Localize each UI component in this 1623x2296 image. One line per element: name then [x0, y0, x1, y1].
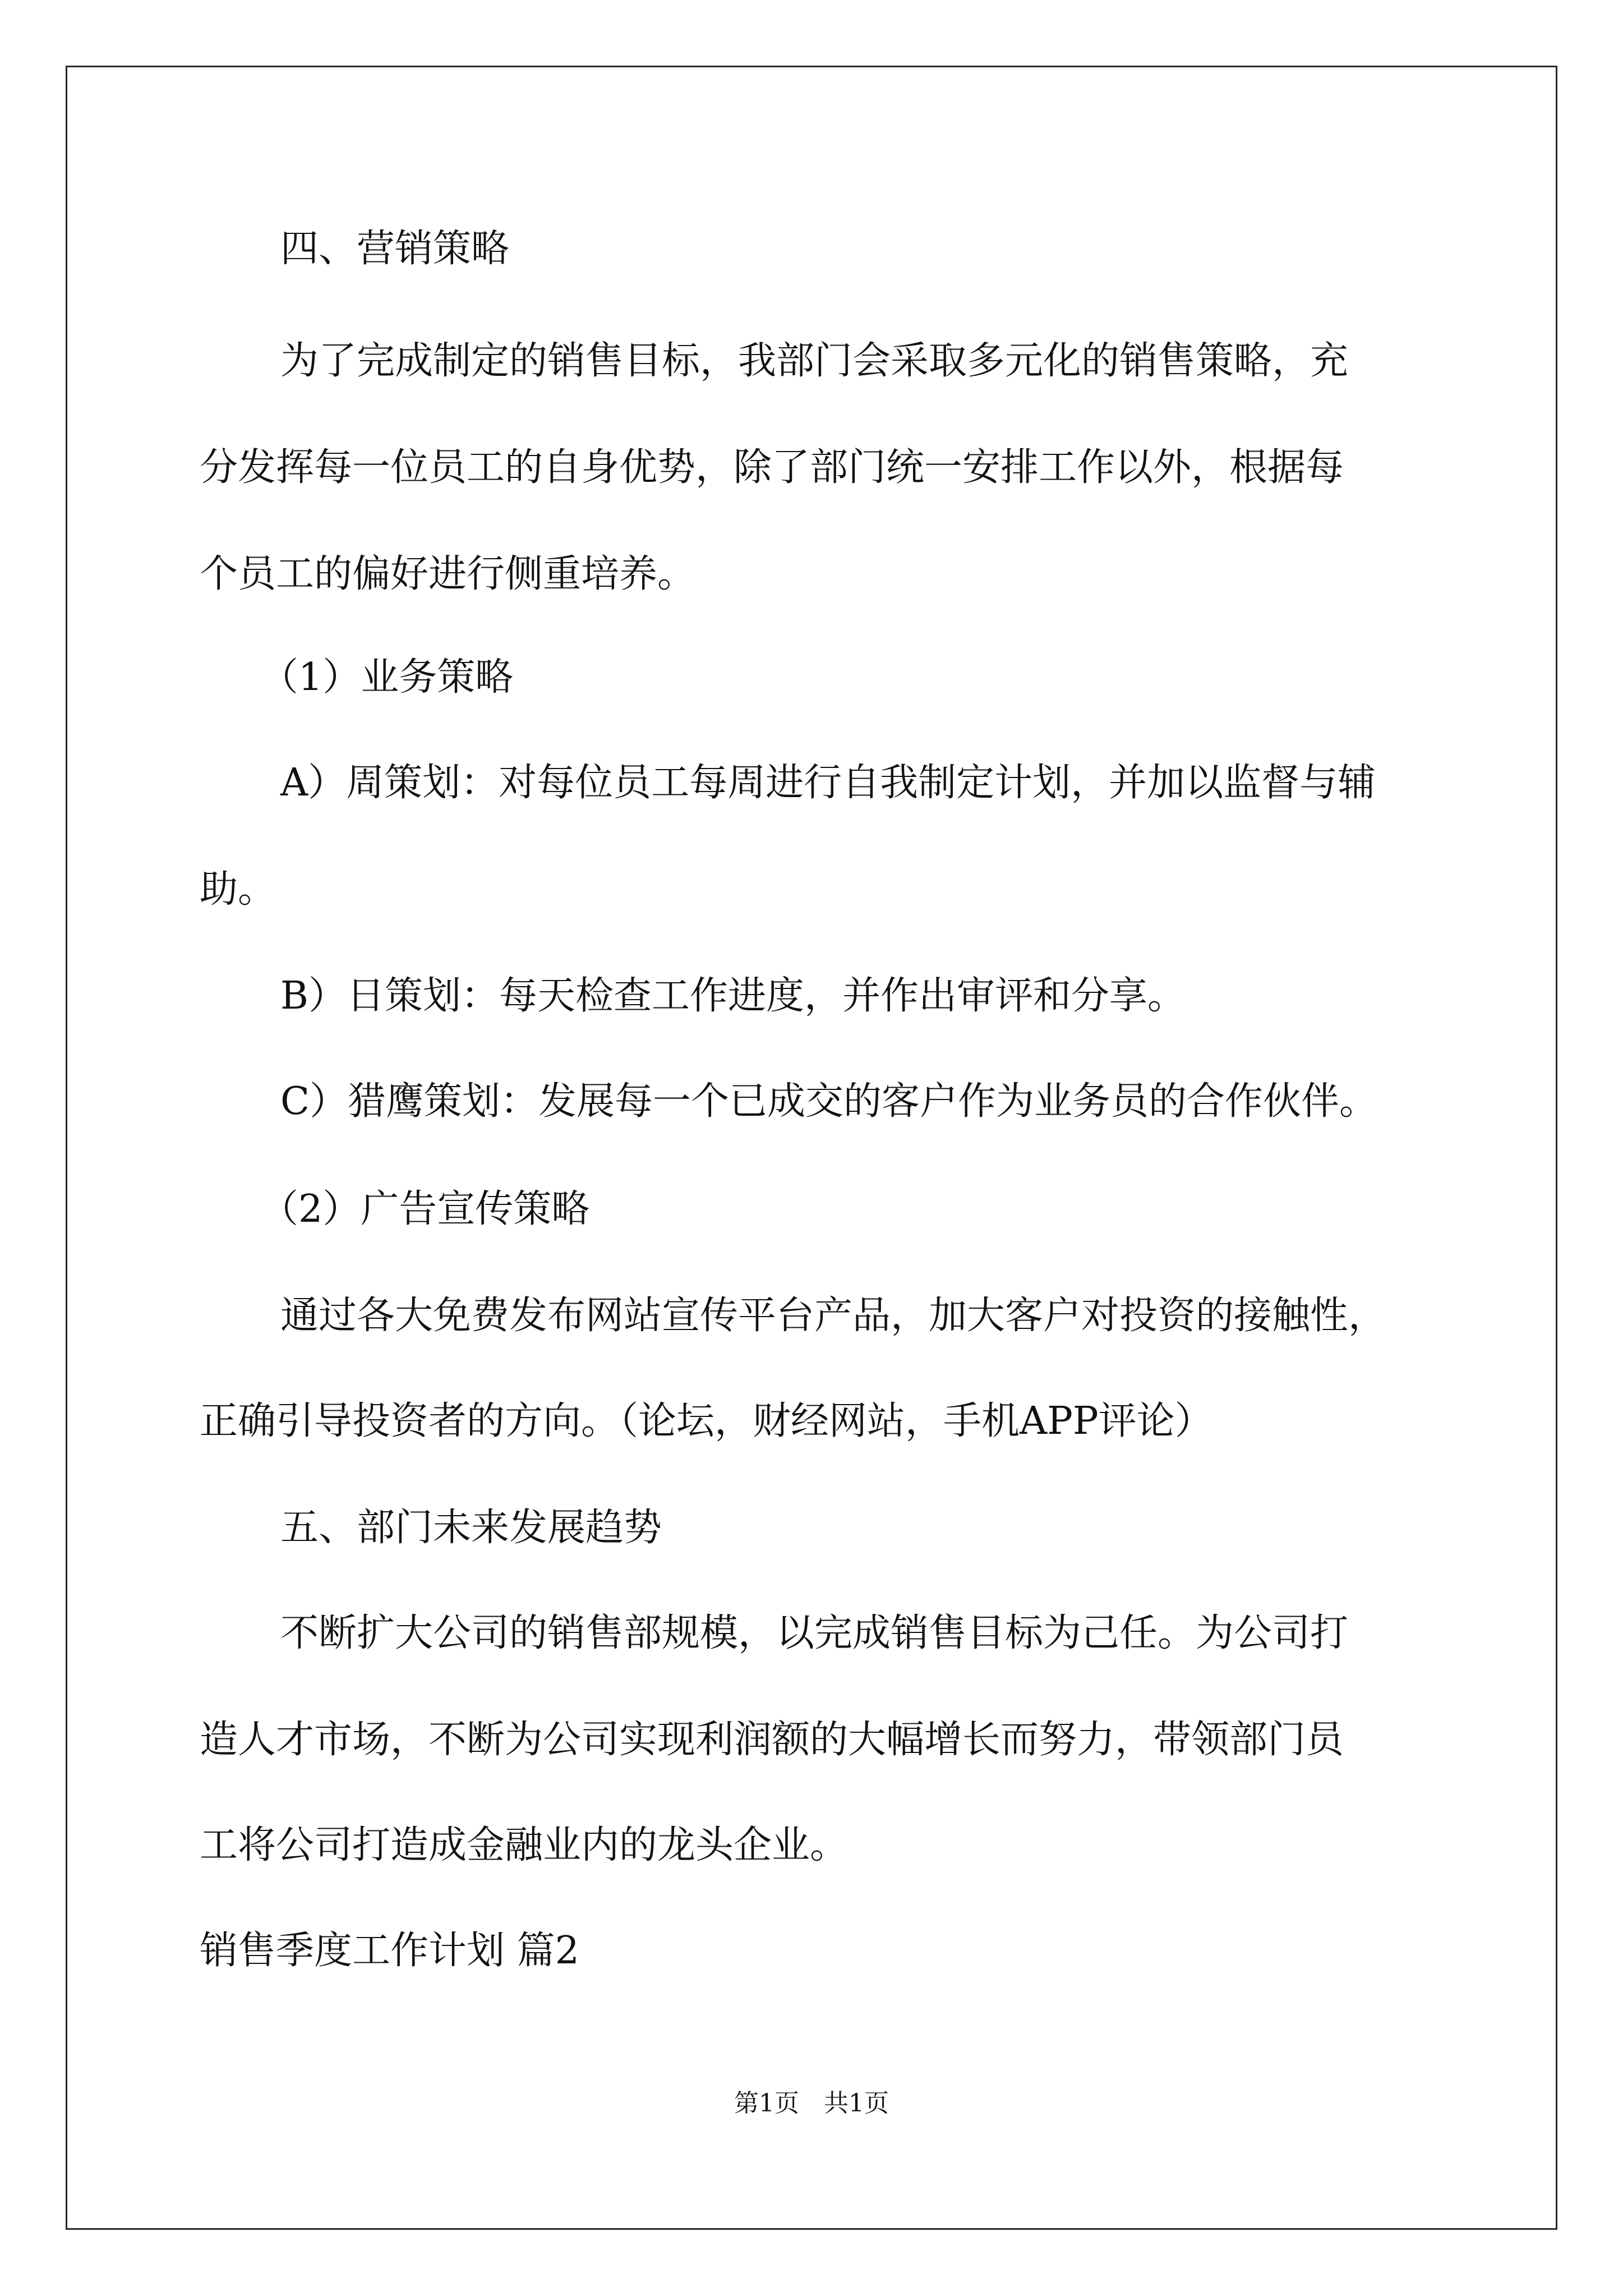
paragraph-line: A）周策划：对每位员工每周进行自我制定计划，并加以监督与辅: [280, 761, 1376, 805]
section-heading-5: 五、部门未来发展趋势: [280, 1506, 662, 1550]
page-border: [66, 66, 1557, 2230]
paragraph-line: B）日策划：每天检查工作进度，并作出审评和分享。: [280, 974, 1186, 1018]
paragraph-line: 正确引导投资者的方向。（论坛，财经网站，手机APP评论）: [200, 1399, 1213, 1443]
paragraph-line: 分发挥每一位员工的自身优势，除了部门统一安排工作以外，根据每: [200, 445, 1344, 490]
paragraph-line: 不断扩大公司的销售部规模，以完成销售目标为己任。为公司打: [280, 1611, 1349, 1655]
paragraph-line: 助。: [200, 867, 276, 912]
paragraph-line: 为了完成制定的销售目标，我部门会采取多元化的销售策略，充: [280, 339, 1349, 383]
page-footer: 第1页 共1页: [734, 2089, 889, 2118]
section-heading-4: 四、营销策略: [280, 227, 510, 271]
subsection-heading-2: （2）广告宣传策略: [260, 1187, 590, 1231]
paragraph-line: 造人才市场，不断为公司实现利润额的大幅增长而努力，带领部门员: [200, 1718, 1344, 1762]
subsection-heading-1: （1）业务策略: [260, 655, 514, 700]
paragraph-line: 工将公司打造成金融业内的龙头企业。: [200, 1823, 849, 1867]
paragraph-line: 个员工的偏好进行侧重培养。: [200, 552, 696, 596]
paragraph-line: 通过各大免费发布网站宣传平台产品，加大客户对投资的接触性，: [280, 1294, 1387, 1338]
paragraph-line: C）猎鹰策划：发展每一个已成交的客户作为业务员的合作伙伴。: [280, 1079, 1378, 1124]
document-title-part2: 销售季度工作计划 篇2: [200, 1929, 579, 1973]
